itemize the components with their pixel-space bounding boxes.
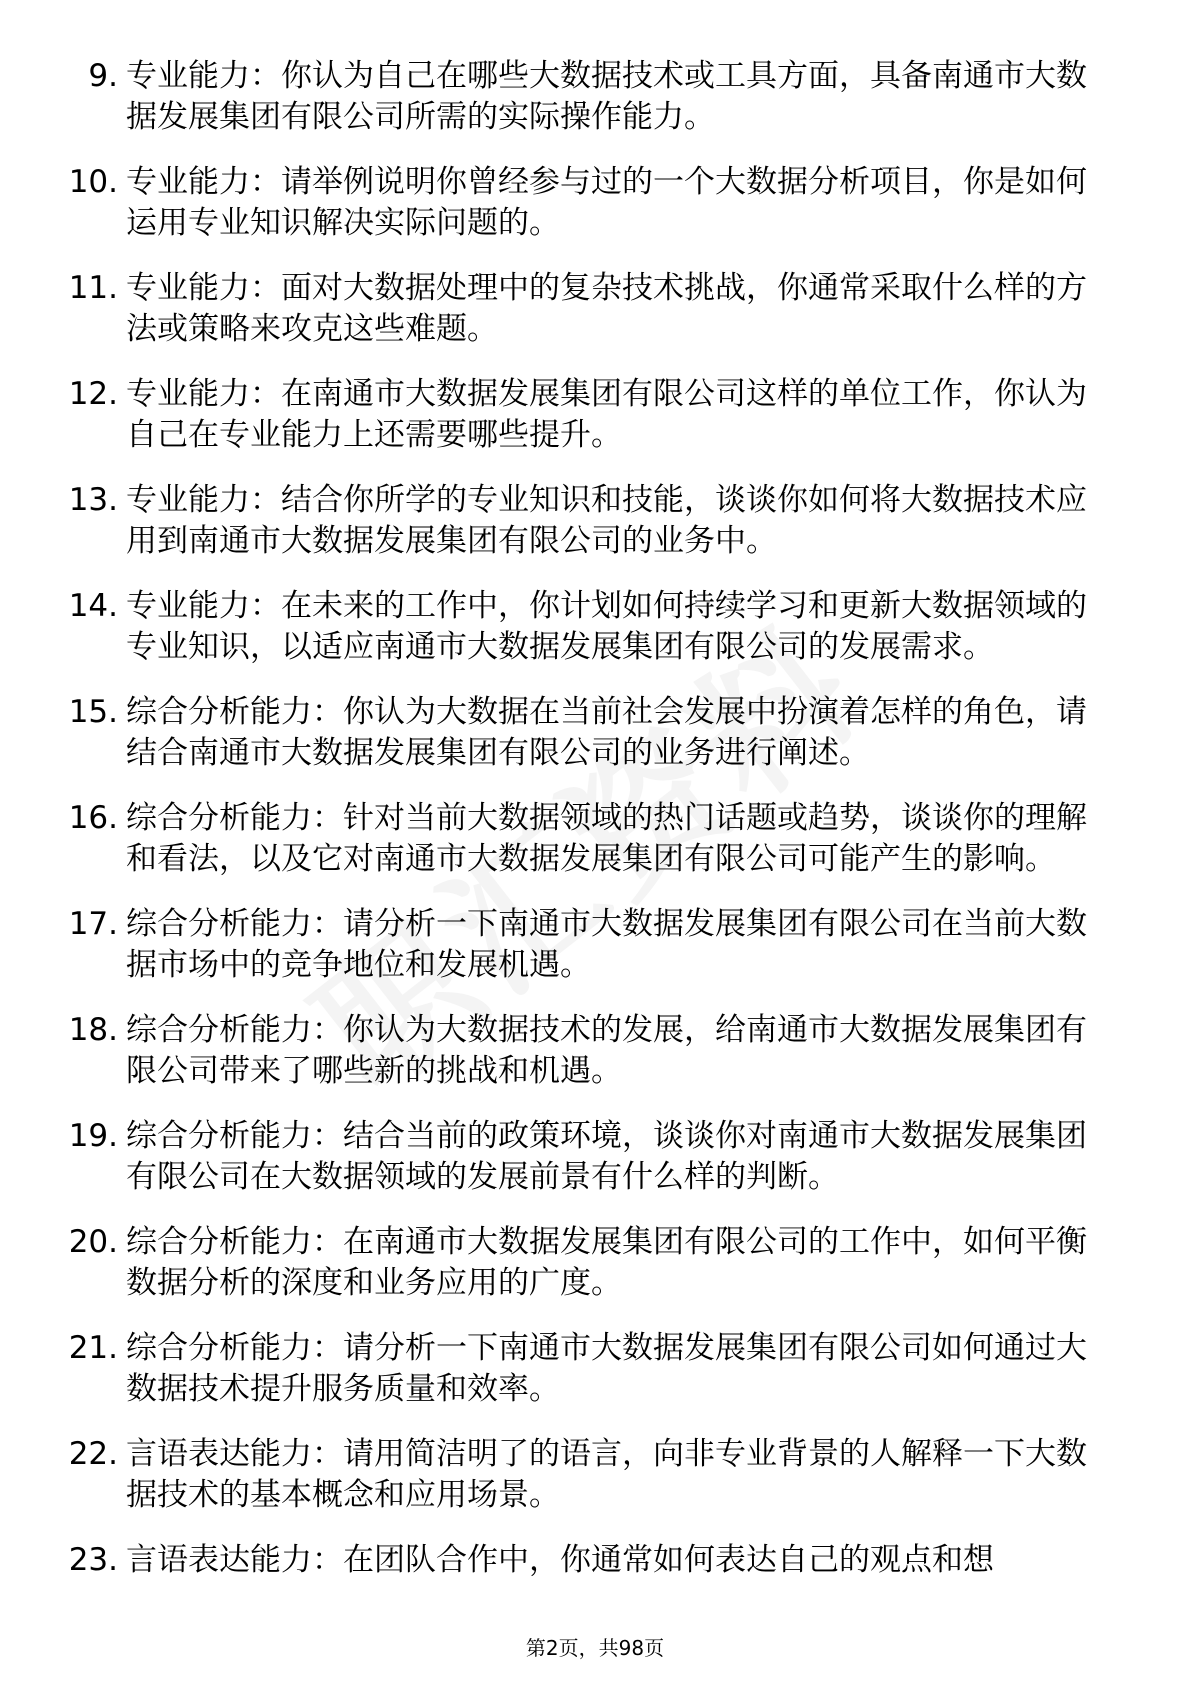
page-footer xyxy=(0,1635,1190,1661)
question-text: 综合分析能力：在南通市大数据发展集团有限公司的工作中，如何平衡数据分析的深度和业务应用的广度。 xyxy=(126,1224,1087,1301)
question-item xyxy=(0,480,1190,562)
question-text: 专业能力：面对大数据处理中的复杂技术挑战，你通常采取什么样的方法或策略来攻克这些难题。 xyxy=(126,270,1087,347)
page-number-label: 第2页，共98页 xyxy=(525,1636,665,1660)
question-number: 13. xyxy=(68,482,118,518)
question-number: 21. xyxy=(68,1330,118,1366)
question-number: 16. xyxy=(68,800,118,836)
question-number: 20. xyxy=(68,1224,118,1260)
question-item xyxy=(0,1010,1190,1092)
question-number: 22. xyxy=(68,1436,118,1472)
question-item xyxy=(0,904,1190,986)
question-text: 综合分析能力：结合当前的政策环境，谈谈你对南通市大数据发展集团有限公司在大数据领域的发展前景有什么样的判断。 xyxy=(126,1118,1087,1195)
question-number: 9. xyxy=(88,58,118,94)
question-item xyxy=(0,374,1190,456)
question-item xyxy=(0,1540,1190,1581)
question-item xyxy=(0,268,1190,350)
question-item xyxy=(0,162,1190,244)
question-number: 14. xyxy=(68,588,118,624)
question-text: 言语表达能力：在团队合作中，你通常如何表达自己的观点和想 xyxy=(126,1542,994,1578)
question-item xyxy=(0,692,1190,774)
question-text: 综合分析能力：针对当前大数据领域的热门话题或趋势，谈谈你的理解和看法，以及它对南通市大数据发展集团有限公司可能产生的影响。 xyxy=(126,800,1087,877)
question-text: 专业能力：请举例说明你曾经参与过的一个大数据分析项目，你是如何运用专业知识解决实际问题的。 xyxy=(126,164,1087,241)
question-item xyxy=(0,1222,1190,1304)
question-list xyxy=(0,56,1190,1605)
question-text: 综合分析能力：请分析一下南通市大数据发展集团有限公司在当前大数据市场中的竞争地位和发展机遇。 xyxy=(126,906,1087,983)
question-number: 19. xyxy=(68,1118,118,1154)
question-item xyxy=(0,1434,1190,1516)
question-text: 综合分析能力：你认为大数据在当前社会发展中扮演着怎样的角色，请结合南通市大数据发展集团有限公司的业务进行阐述。 xyxy=(126,694,1087,771)
question-text: 专业能力：你认为自己在哪些大数据技术或工具方面，具备南通市大数据发展集团有限公司所需的实际操作能力。 xyxy=(126,58,1087,135)
question-number: 23. xyxy=(68,1542,118,1578)
question-text: 专业能力：在南通市大数据发展集团有限公司这样的单位工作，你认为自己在专业能力上还需要哪些提升。 xyxy=(126,376,1087,453)
question-number: 17. xyxy=(68,906,118,942)
question-text: 专业能力：结合你所学的专业知识和技能，谈谈你如何将大数据技术应用到南通市大数据发展集团有限公司的业务中。 xyxy=(126,482,1087,559)
question-text: 言语表达能力：请用简洁明了的语言，向非专业背景的人解释一下大数据技术的基本概念和应用场景。 xyxy=(126,1436,1087,1513)
question-number: 10. xyxy=(68,164,118,200)
question-item xyxy=(0,586,1190,668)
question-text: 综合分析能力：你认为大数据技术的发展，给南通市大数据发展集团有限公司带来了哪些新的挑战和机遇。 xyxy=(126,1012,1087,1089)
question-number: 11. xyxy=(68,270,118,306)
question-item xyxy=(0,798,1190,880)
question-item xyxy=(0,1116,1190,1198)
question-item xyxy=(0,56,1190,138)
question-number: 15. xyxy=(68,694,118,730)
question-text: 专业能力：在未来的工作中，你计划如何持续学习和更新大数据领域的专业知识，以适应南通市大数据发展集团有限公司的发展需求。 xyxy=(126,588,1087,665)
question-text: 综合分析能力：请分析一下南通市大数据发展集团有限公司如何通过大数据技术提升服务质量和效率。 xyxy=(126,1330,1087,1407)
question-number: 12. xyxy=(68,376,118,412)
question-item xyxy=(0,1328,1190,1410)
question-number: 18. xyxy=(68,1012,118,1048)
